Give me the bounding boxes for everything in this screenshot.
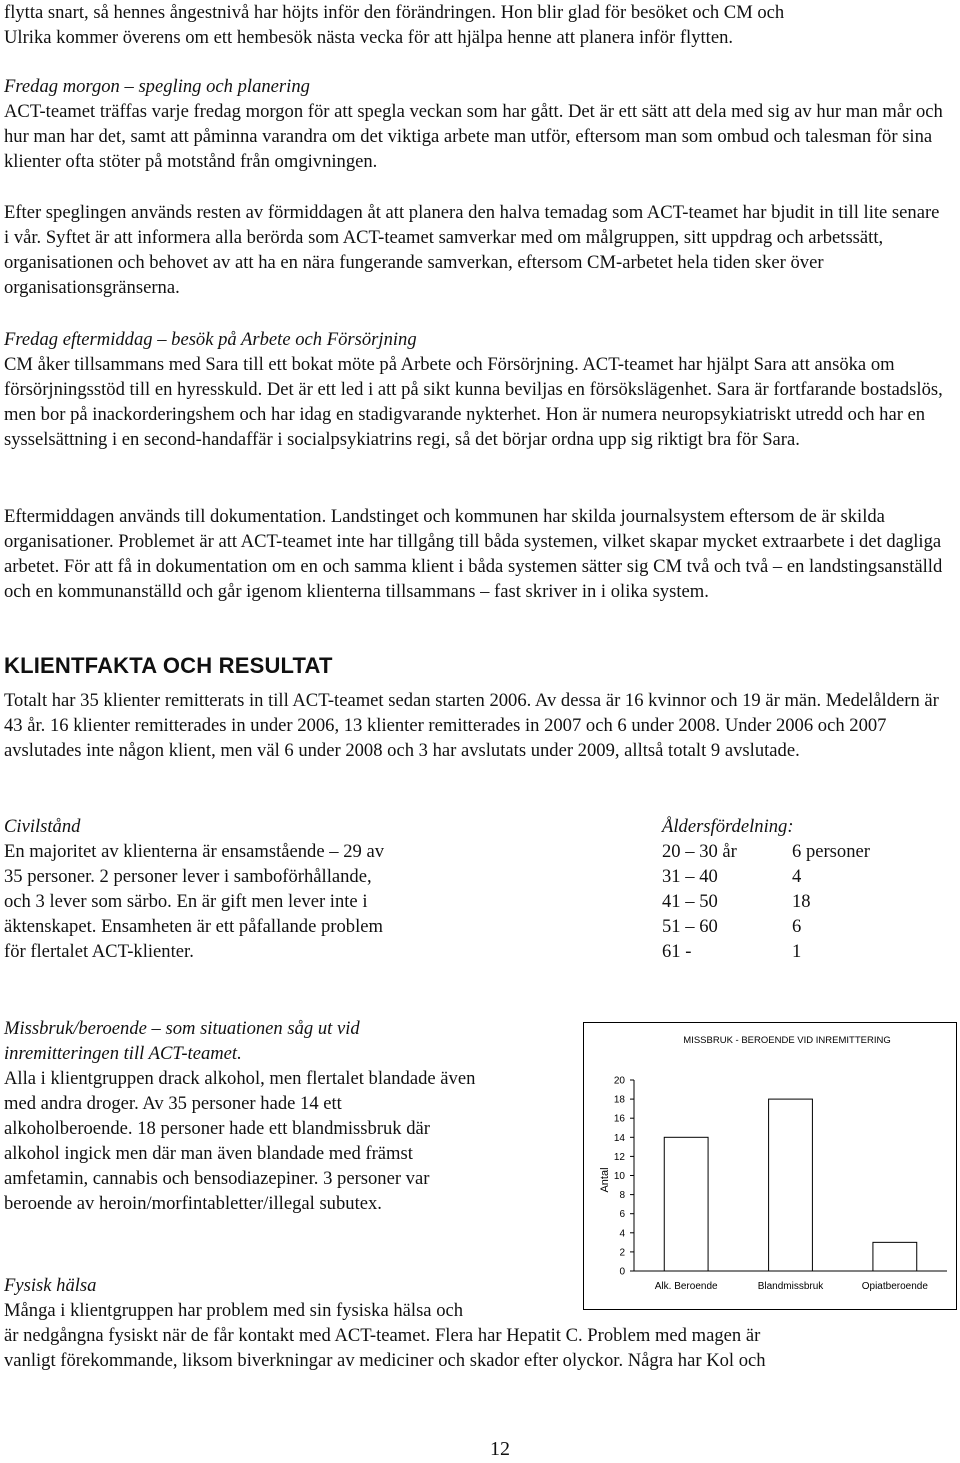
chart-title: MISSBRUK - BEROENDE VID INREMITTERING bbox=[683, 1035, 891, 1046]
fysisk-line: Många i klientgruppen har problem med sin fysiska hälsa och bbox=[4, 1300, 464, 1321]
intro-paragraph: flytta snart, så hennes ångestnivå har höjts inför den förändringen. Hon blir glad för besöket och CM och Ulrika kommer överens om ett hembesök nästa vecka för att hjälpa henne att planera inför flytten. bbox=[4, 2, 785, 48]
civilstand-paragraph: En majoritet av klienterna är ensamstående – 29 av 35 personer. 2 personer lever i samboförhållande, och 3 lever som särbo. En är gift men lever inte i äktenskapet. Ensamheten är ett påfallande problem för flertalet ACT-klienter. bbox=[4, 841, 384, 962]
fysisk-title: Fysisk hälsa bbox=[4, 1275, 97, 1296]
chart-y-axis-label: Antal bbox=[599, 1167, 611, 1193]
y-tick-label: 12 bbox=[613, 1151, 625, 1163]
age-row: 20 – 30 år 6 personer bbox=[662, 841, 870, 862]
age-row: 31 – 40 4 bbox=[662, 866, 802, 887]
civilstand-title: Civilstånd bbox=[4, 816, 81, 837]
section-heading: KLIENTFAKTA OCH RESULTAT bbox=[4, 653, 333, 678]
y-tick-label: 14 bbox=[613, 1132, 625, 1144]
x-tick-label: Alk. Beroende bbox=[654, 1281, 718, 1292]
chart-svg bbox=[584, 1023, 956, 1309]
bar bbox=[873, 1242, 917, 1271]
age-distribution-title: Åldersfördelning: bbox=[662, 816, 794, 837]
bar bbox=[769, 1099, 813, 1271]
y-tick-label: 2 bbox=[619, 1247, 625, 1259]
y-tick-label: 6 bbox=[619, 1209, 625, 1221]
y-tick-label: 16 bbox=[613, 1113, 625, 1125]
y-tick-label: 18 bbox=[613, 1094, 625, 1106]
age-distribution bbox=[662, 814, 870, 964]
age-row: 41 – 50 18 bbox=[662, 891, 811, 912]
bar bbox=[664, 1137, 708, 1271]
y-tick-label: 20 bbox=[613, 1075, 625, 1087]
y-tick-label: 10 bbox=[613, 1171, 625, 1182]
fysisk-paragraph: är nedgångna fysiskt när de får kontakt med ACT-teamet. Flera har Hepatit C. Problem med magen är vanligt förekommande, liksom biverkningar av mediciner och skador efter olyckor. Några har Kol och bbox=[4, 1325, 766, 1371]
y-tick-label: 0 bbox=[619, 1266, 625, 1278]
y-tick-label: 4 bbox=[619, 1228, 625, 1240]
page-number: 12 bbox=[490, 1438, 510, 1460]
friday-morning-paragraph-1: ACT-teamet träffas varje fredag morgon för att spegla veckan som har gått. Det är ett sätt att dela med sig av hur man mår och hur man har det, samt att påminna varandra om det viktiga arbete man utför, eftersom man som ombud och talesman för sina klienter ofta stöter på motstånd från omgivningen. bbox=[4, 101, 943, 172]
missbruk-title: Missbruk/beroende – som situationen såg ut vid inremitteringen till ACT-teamet. bbox=[4, 1018, 360, 1064]
friday-morning-title: Fredag morgon – spegling och planering bbox=[4, 76, 310, 97]
age-row: 61 - 1 bbox=[662, 941, 802, 962]
y-tick-label: 8 bbox=[619, 1190, 625, 1202]
missbruk-paragraph: Alla i klientgruppen drack alkohol, men flertalet blandade även med andra droger. Av 35 personer hade 14 ett alkoholberoende. 18 personer hade ett blandmissbruk där alkohol ingick men där man även blandade med främst amfetamin, cannabis och bensodiazepiner. 3 personer var beroende av heroin/morfintabletter/illegal subutex. bbox=[4, 1068, 476, 1214]
missbruk-bar-chart bbox=[583, 1022, 957, 1310]
friday-afternoon-paragraph-1: CM åker tillsammans med Sara till ett bokat möte på Arbete och Försörjning. ACT-teamet har hjälpt Sara att ansöka om försörjningsstöd till en hyresskuld. Det är ett led i att på sikt kunna beviljas en försökslägenhet. Sara är fortfarande bostadslös, men bor på inackorderingshem och har idag en stadigvarande nykterhet. Hon är numera neuropsykiatriskt utredd och har en sysselsättning i en second-handaffär i socialpsykiatrins regi, så det börjar ordna upp sig riktigt bra för Sara. bbox=[4, 354, 943, 450]
klientfakta-paragraph: Totalt har 35 klienter remitterats in till ACT-teamet sedan starten 2006. Av dessa är 16 kvinnor och 19 är män. Medelåldern är 43 år. 16 klienter remitterades in under 2006, 13 klienter remitterades in 2007 och 6 under 2008. Under 2006 och 2007 avslutades inte någon klient, men väl 6 under 2008 och 3 har avslutats under 2009, alltså totalt 9 avslutade. bbox=[4, 690, 939, 761]
friday-afternoon-paragraph-2: Eftermiddagen används till dokumentation. Landstinget och kommunen har skilda journalsystem eftersom de är skilda organisationer. Problemet är att ACT-teamet inte har tillgång till båda systemen, vilket skapar mycket extraarbete i det dagliga arbetet. För att få in dokumentation om en och samma klient i båda systemen sätter sig CM två och två – en landstingsanställd och en kommunanställd och går igenom klienterna tillsammans – fast skriver in i olika system. bbox=[4, 506, 943, 602]
x-tick-label: Blandmissbruk bbox=[757, 1281, 824, 1292]
friday-afternoon-title: Fredag eftermiddag – besök på Arbete och Försörjning bbox=[4, 329, 417, 350]
age-row: 51 – 60 6 bbox=[662, 916, 802, 937]
friday-morning-paragraph-2: Efter speglingen används resten av förmiddagen åt att planera den halva temadag som ACT-teamet har bjudit in till lite senare i vår. Syftet är att informera alla berörda som ACT-teamet samverkar med om målgruppen, sitt uppdrag och arbetssätt, organisationen och behovet av att ha en nära fungerande samverkan, eftersom CM-arbetet hela tiden sker över organisationsgränserna. bbox=[4, 202, 940, 298]
x-tick-label: Opiatberoende bbox=[861, 1281, 928, 1292]
